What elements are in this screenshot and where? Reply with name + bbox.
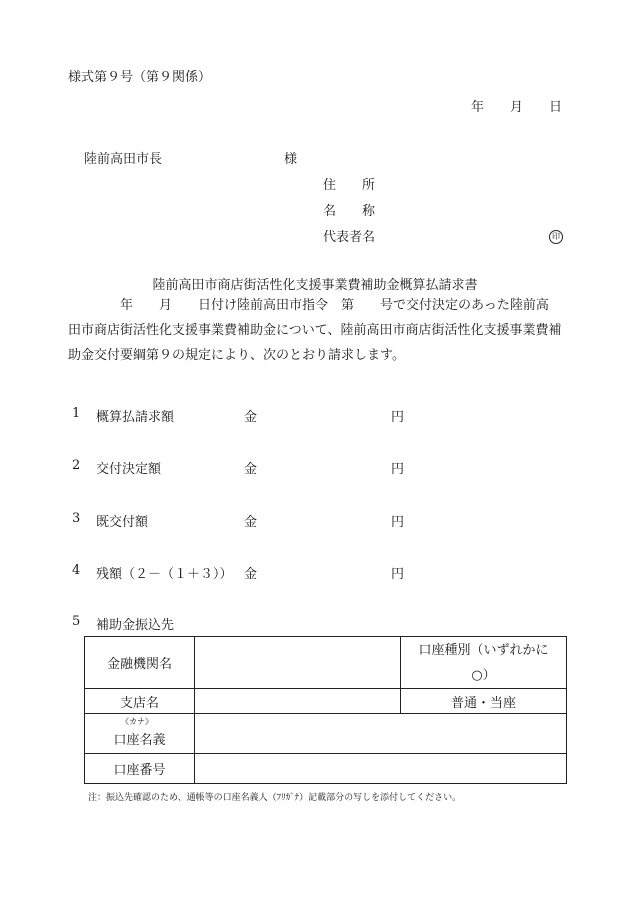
item-number: 3 (72, 511, 81, 526)
name-label: 名 称 (323, 204, 376, 219)
section-number: 5 (72, 614, 81, 629)
representative-label: 代表者名 (323, 230, 376, 245)
branch-value[interactable] (195, 689, 401, 714)
holder-label-cell (85, 714, 195, 754)
item-label: 残額（２－（１＋３）） (96, 567, 233, 582)
item-prefix: 金 (244, 567, 258, 582)
date-day-label: 日 (549, 100, 563, 115)
document-title: 陸前高田市商店街活性化支援事業費補助金概算払請求書 (152, 278, 478, 293)
account-type-label (401, 637, 567, 689)
item-prefix: 金 (244, 515, 258, 530)
addressee-name: 陸前高田市長 (84, 152, 163, 167)
number-label: 口座番号 (85, 754, 195, 784)
bank-table (84, 636, 567, 784)
holder-label: 口座名義 (113, 733, 166, 748)
holder-value[interactable] (195, 714, 567, 754)
item-label: 既交付額 (96, 515, 149, 530)
seal-mark (549, 228, 563, 244)
item-prefix: 金 (244, 410, 258, 425)
date-month-label: 月 (510, 100, 524, 115)
account-type-value[interactable]: 普通・当座 (401, 689, 567, 714)
address-label: 住 所 (323, 178, 376, 193)
item-prefix: 金 (244, 462, 258, 477)
kana-label: 《カナ》 (121, 717, 153, 726)
number-value[interactable] (195, 754, 567, 784)
branch-label: 支店名 (85, 689, 195, 714)
footnote: 注：振込先確認のため、通帳等の口座名義人（ﾌﾘｶﾞﾅ）記載部分の写しを添付してください。 (88, 793, 462, 803)
item-number: 4 (72, 563, 81, 578)
body-line: 助金交付要綱第９の規定により、次のとおり請求します。 (68, 348, 405, 363)
item-number: 1 (72, 406, 81, 421)
seal-icon: 印 (549, 230, 563, 244)
account-type-label-line: 口座種別（いずれかに (418, 642, 549, 658)
item-unit: 円 (391, 462, 405, 477)
addressee-honorific: 様 (284, 152, 298, 167)
item-unit: 円 (391, 515, 405, 530)
form-number: 様式第９号（第９関係） (68, 70, 212, 85)
item-label: 交付決定額 (96, 462, 162, 477)
account-type-label-line: ○） (471, 667, 496, 683)
body-line: 年 月 日付け陸前高田市指令 第 号で交付決定のあった陸前高 (68, 298, 549, 313)
date-year-label: 年 (471, 100, 485, 115)
body-paragraph (68, 293, 580, 368)
section-title: 補助金振込先 (96, 618, 175, 633)
body-line: 田市商店街活性化支援事業費補助金について、陸前高田市商店街活性化支援事業費補 (68, 323, 562, 338)
item-unit: 円 (391, 567, 405, 582)
item-number: 2 (72, 458, 81, 473)
institution-label: 金融機関名 (85, 637, 195, 689)
institution-value[interactable] (195, 637, 401, 689)
item-label: 概算払請求額 (96, 410, 175, 425)
item-unit: 円 (391, 410, 405, 425)
